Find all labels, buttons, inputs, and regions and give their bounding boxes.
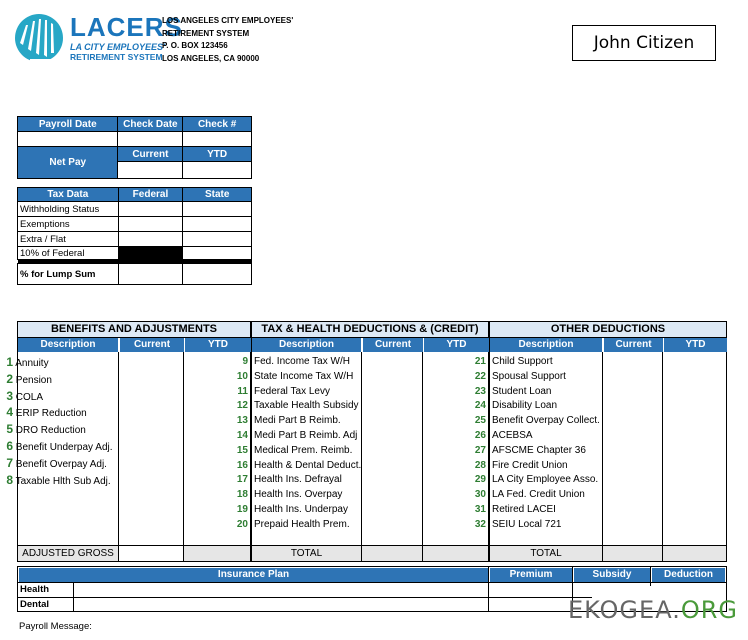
tax-health-title: TAX & HEALTH DEDUCTIONS & (CREDIT) — [252, 322, 488, 338]
health-row-label: Health — [20, 584, 50, 595]
list-item — [3, 405, 113, 422]
list-item: Health Ins. Underpay — [254, 503, 348, 515]
cell — [183, 232, 252, 247]
list-item: Medi Part B Reimb. — [254, 415, 341, 427]
withholding-status-label: Withholding Status — [18, 202, 119, 217]
item-number: 23 — [474, 385, 486, 397]
list-item — [3, 473, 113, 490]
item-number: 30 — [474, 489, 486, 501]
address-line: RETIREMENT SYSTEM — [162, 28, 250, 38]
list-item: Federal Tax Levy — [254, 385, 330, 397]
net-pay-current-header: Current — [118, 147, 183, 162]
check-number-value — [183, 132, 252, 147]
item-number: 15 — [236, 444, 248, 456]
item-number: 22 — [474, 370, 486, 382]
benefits-ytd-header: YTD — [184, 338, 251, 352]
other-description-header: Description — [490, 338, 602, 352]
list-item: LA Fed. Credit Union — [492, 489, 585, 501]
cell — [118, 202, 183, 217]
grid-line — [650, 566, 651, 586]
net-pay-current-value — [118, 162, 183, 179]
premium-header: Premium — [490, 568, 572, 582]
benefits-description-header: Description — [18, 338, 118, 352]
other-deductions-list — [492, 355, 600, 533]
net-pay-ytd-value — [183, 162, 252, 179]
cell — [118, 217, 183, 232]
watermark — [568, 596, 738, 624]
item-number: 1 — [6, 355, 13, 369]
list-item: Fire Credit Union — [492, 459, 568, 471]
check-number-header: Check # — [183, 117, 252, 132]
list-item: Taxable Health Subsidy — [254, 400, 359, 412]
item-number: 7 — [6, 455, 13, 470]
payroll-table — [17, 116, 252, 179]
list-item: Fed. Income Tax W/H — [254, 356, 350, 367]
list-item: Medical Prem. Reimb. — [254, 444, 353, 456]
item-number: 9 — [242, 356, 248, 367]
check-date-value — [118, 132, 183, 147]
divider — [17, 597, 592, 598]
item-label: COLA — [15, 391, 44, 403]
item-number: 2 — [6, 371, 13, 386]
list-item: SEIU Local 721 — [492, 518, 562, 530]
insurance-plan-header: Insurance Plan — [19, 568, 488, 582]
list-item: Student Loan — [492, 385, 552, 397]
benefits-current-header: Current — [119, 338, 184, 352]
item-number: 31 — [474, 503, 486, 515]
list-item — [3, 389, 113, 406]
list-item: LA City Employee Asso. — [492, 474, 599, 486]
benefits-title: BENEFITS AND ADJUSTMENTS — [18, 322, 250, 338]
list-item: Child Support — [492, 356, 553, 367]
item-number: 32 — [474, 518, 486, 530]
grid-line — [250, 321, 252, 562]
ten-percent-federal-label: 10% of Federal — [18, 247, 119, 260]
grid-line — [662, 352, 663, 562]
item-number: 16 — [236, 459, 248, 471]
net-pay-ytd-header: YTD — [183, 147, 252, 162]
adjusted-gross-ytd — [184, 545, 250, 561]
check-date-header: Check Date — [118, 117, 183, 132]
other-total-label: TOTAL — [490, 545, 602, 561]
lacers-logo-icon — [14, 13, 64, 63]
item-number: 13 — [236, 415, 248, 427]
logo-subtitle-1: LA CITY EMPLOYEES' — [70, 42, 166, 52]
other-total-ytd — [663, 545, 726, 561]
dental-row-label: Dental — [20, 599, 50, 610]
extra-flat-label: Extra / Flat — [18, 232, 119, 247]
list-item: Retired LACEI — [492, 503, 556, 515]
logo-wordmark: LACERS — [70, 12, 183, 42]
item-label: Taxable Hlth Sub Adj. — [15, 475, 111, 487]
cell — [183, 202, 252, 217]
subsidy-header: Subsidy — [574, 568, 650, 582]
blocked-cell — [118, 247, 183, 260]
item-number: 20 — [236, 518, 248, 530]
adjusted-gross-label: ADJUSTED GROSS — [18, 545, 118, 561]
item-number: 6 — [6, 438, 13, 453]
item-label: ERIP Reduction — [15, 408, 87, 420]
address-line: LOS ANGELES CITY EMPLOYEES' — [162, 16, 294, 25]
cell — [118, 232, 183, 247]
other-current-header: Current — [603, 338, 663, 352]
item-number: 5 — [6, 422, 13, 437]
address-line: P. O. BOX 123456 — [162, 41, 228, 50]
item-number: 25 — [474, 415, 486, 427]
grid-line — [488, 321, 490, 562]
item-label: Annuity — [15, 358, 49, 369]
payroll-date-value — [18, 132, 118, 147]
tax-health-list — [254, 355, 361, 533]
grid-line — [602, 352, 603, 562]
list-item: Health & Dental Deduct. — [254, 459, 362, 471]
item-number: 18 — [236, 489, 248, 501]
item-number: 12 — [236, 400, 248, 412]
payroll-message-label: Payroll Message: — [19, 621, 92, 632]
item-number: 17 — [236, 474, 248, 486]
exemptions-label: Exemptions — [18, 217, 119, 232]
item-number: 26 — [474, 429, 486, 441]
list-item: Health Ins. Overpay — [254, 489, 343, 501]
federal-header: Federal — [118, 188, 183, 202]
item-label: DRO Reduction — [15, 425, 86, 437]
payroll-date-header: Payroll Date — [18, 117, 118, 132]
other-total-current — [603, 545, 662, 561]
list-item — [3, 456, 113, 473]
item-number: 27 — [474, 444, 486, 456]
tax-data-table — [17, 187, 252, 285]
benefits-list — [3, 355, 113, 489]
item-number: 11 — [237, 385, 248, 397]
list-item — [3, 355, 113, 372]
grid-line — [73, 582, 74, 611]
cell — [118, 264, 183, 285]
item-number: 8 — [6, 472, 13, 487]
address-line: LOS ANGELES, CA 90000 — [162, 53, 260, 63]
tax-current-header: Current — [362, 338, 423, 352]
list-item: Disability Loan — [492, 400, 558, 412]
list-item: ACEBSA — [492, 429, 533, 441]
tax-description-header: Description — [252, 338, 361, 352]
list-item — [3, 422, 113, 439]
grid-line — [183, 352, 184, 562]
watermark-suffix: ORG — [680, 596, 738, 624]
item-label: Pension — [15, 374, 52, 386]
item-number: 10 — [236, 370, 248, 382]
item-number: 21 — [474, 356, 486, 367]
tax-total-current — [362, 545, 422, 561]
item-number: 19 — [236, 503, 248, 515]
cell — [183, 247, 252, 260]
item-number: 4 — [6, 405, 13, 420]
list-item: Health Ins. Defrayal — [254, 474, 342, 486]
state-header: State — [183, 188, 252, 202]
item-number: 3 — [6, 388, 13, 403]
divider — [17, 582, 727, 583]
item-number: 29 — [474, 474, 486, 486]
other-ytd-header: YTD — [663, 338, 727, 352]
logo-subtitle-2: RETIREMENT SYSTEM — [70, 52, 163, 62]
tax-total-label: TOTAL — [252, 545, 361, 561]
other-deductions-title: OTHER DEDUCTIONS — [490, 322, 726, 338]
list-item — [3, 372, 113, 389]
cell — [183, 264, 252, 285]
grid-line — [118, 352, 119, 562]
return-address — [162, 15, 293, 65]
list-item: Prepaid Health Prem. — [254, 518, 350, 530]
grid-line — [422, 352, 423, 562]
deduction-header: Deduction — [652, 568, 725, 582]
tax-data-header: Tax Data — [18, 188, 119, 202]
grid-line — [488, 566, 489, 611]
list-item: AFSCME Chapter 36 — [492, 444, 586, 456]
other-numbers — [462, 355, 486, 533]
tax-ytd-header: YTD — [423, 338, 489, 352]
tax-numbers — [224, 355, 248, 533]
cell — [183, 217, 252, 232]
watermark-text: EKOGEA. — [567, 596, 681, 624]
item-number: 24 — [474, 400, 486, 412]
item-number: 14 — [236, 429, 248, 441]
item-number: 28 — [474, 459, 486, 471]
net-pay-label: Net Pay — [18, 147, 118, 179]
item-label: Benefit Overpay Adj. — [15, 458, 107, 470]
list-item: State Income Tax W/H — [254, 370, 354, 382]
list-item: Spousal Support — [492, 370, 566, 382]
lump-sum-label: % for Lump Sum — [18, 264, 119, 285]
deductions-section — [17, 321, 727, 562]
adjusted-gross-current — [119, 545, 183, 561]
list-item: Benefit Overpay Collect. — [492, 415, 600, 427]
item-label: Benefit Underpay Adj. — [15, 441, 113, 453]
recipient-name-box: John Citizen — [572, 25, 716, 61]
list-item: Medi Part B Reimb. Adj — [254, 429, 358, 441]
tax-total-ytd — [423, 545, 488, 561]
list-item — [3, 439, 113, 456]
